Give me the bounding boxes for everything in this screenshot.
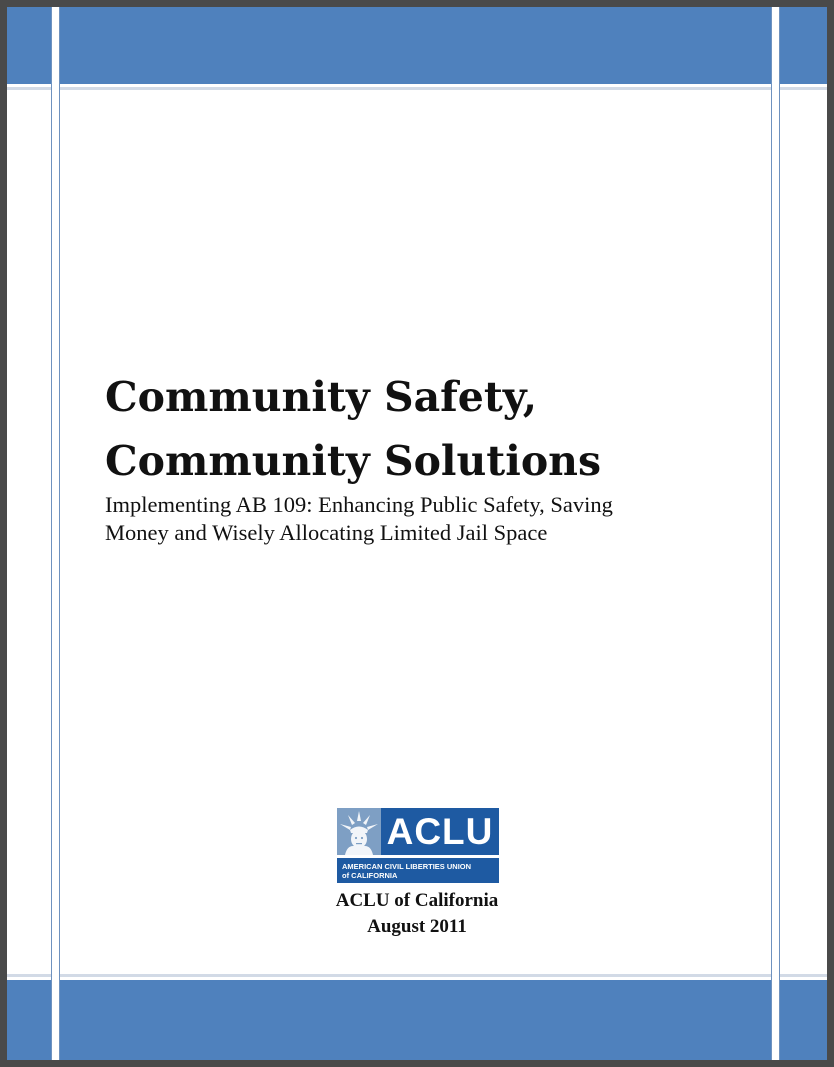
logo-tagline-line-2: of CALIFORNIA bbox=[342, 871, 398, 880]
publisher-block bbox=[7, 888, 827, 940]
title-line-2: Community Solutions bbox=[105, 437, 602, 485]
report-subtitle bbox=[105, 491, 613, 547]
publisher-name: ACLU of California bbox=[335, 890, 499, 911]
subtitle-line-2: Money and Wisely Allocating Limited Jail Space bbox=[105, 520, 548, 545]
cover-page bbox=[7, 7, 827, 1060]
bottom-band-rule bbox=[7, 974, 827, 977]
logo-tagline-line-1: AMERICAN CIVIL LIBERTIES UNION bbox=[342, 862, 472, 871]
title-line-1: Community Safety, bbox=[105, 373, 537, 421]
aclu-logo bbox=[337, 808, 499, 883]
top-color-band bbox=[7, 7, 827, 84]
report-title bbox=[105, 365, 601, 493]
logo-tagline bbox=[337, 858, 499, 883]
subtitle-line-1: Implementing AB 109: Enhancing Public Safety, Saving bbox=[105, 492, 613, 517]
publication-date: August 2011 bbox=[367, 916, 467, 937]
top-band-rule bbox=[7, 87, 827, 90]
bottom-color-band bbox=[7, 980, 827, 1060]
aclu-wordmark: ACLU bbox=[381, 808, 499, 855]
statue-of-liberty-icon bbox=[337, 808, 381, 855]
